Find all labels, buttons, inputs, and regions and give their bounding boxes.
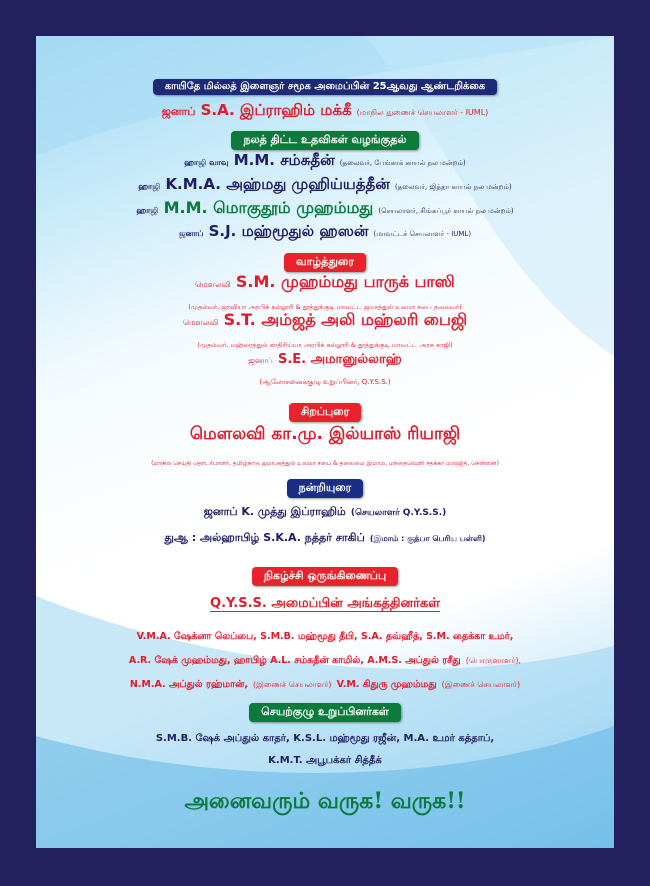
banner-row bbox=[36, 74, 614, 95]
thanks-role-1: (செயலாளர் Q.Y.S.S.) bbox=[350, 508, 447, 518]
coordination-heading-row bbox=[36, 564, 614, 586]
coordination-subheading-row bbox=[36, 592, 614, 612]
coordination-heading: நிகழ்ச்சி ஒருங்கிணைப்பு bbox=[252, 567, 398, 586]
invite-text: அனைவரும் வருக! வருக!! bbox=[184, 788, 466, 814]
thanks-role-2: (இமாம் : குத்பா பெரிய பள்ளி) bbox=[369, 534, 486, 543]
thanks-name-1: ஜனாப் K. முத்து இப்ராஹிம் bbox=[203, 505, 346, 518]
presider-name: S.A. இப்ராஹிம் மக்கீ bbox=[200, 101, 352, 119]
person-prefix: மௌலவி bbox=[195, 280, 231, 289]
welfare-person-1 bbox=[36, 150, 614, 171]
thanks-heading: நன்றியுரை bbox=[287, 479, 364, 498]
coordination-line-2-row bbox=[36, 648, 614, 667]
invitation-card bbox=[36, 36, 614, 848]
person-prefix: ஹாஜி bbox=[136, 206, 159, 215]
presider-role: (மாநில துணைச் செயலாளர் - IUML) bbox=[356, 108, 489, 117]
greeting-role-3 bbox=[36, 369, 614, 388]
committee-heading: செயற்குழு உறுப்பினர்கள் bbox=[249, 703, 401, 722]
special-role: (மாநில செய்தி தொடர்பாளர், தமிழ்நாடு ஜமாஅத்துல் உலமா சபை & தலைமை இமாம், மந்தைவெளி சதக்கா மஸ்ஜித், சென்னை) bbox=[151, 460, 499, 467]
person-role: (தலைவர், ஜித்தா காயல் நல மன்றம்) bbox=[394, 183, 512, 191]
committee-line-1-row bbox=[36, 726, 614, 745]
greetings-heading: வாழ்த்துரை bbox=[284, 253, 366, 272]
person-prefix: ஜனாப் bbox=[178, 229, 204, 238]
presider-prefix: ஜனாப் bbox=[161, 105, 196, 118]
person-name: M.M. சம்சுதீன் bbox=[233, 151, 335, 169]
coordination-member: N.M.A. அப்துல் ரஹ்மான், bbox=[129, 679, 248, 690]
person-role: (முதல்வர், மஹ்லரத்துல் காதிரிய்யா அரபிக் கல்லூரி & தூத்துக்குடி மாவட்ட அரசு காஜி) bbox=[197, 341, 453, 349]
person-role: (தலைவர், பேங்காக் காயல் நல மன்றம்) bbox=[339, 159, 466, 167]
thanks-line-1 bbox=[36, 500, 614, 520]
special-heading-row bbox=[36, 400, 614, 422]
special-name-row bbox=[36, 424, 614, 446]
greeting-person-3 bbox=[36, 348, 614, 368]
coordination-subheading: Q.Y.S.S. அமைப்பின் அங்கத்தினர்கள் bbox=[210, 596, 440, 611]
committee-line-1: S.M.B. ஷேக் அப்துல் காதர், K.S.L. மஹ்மூது ரஜீன், M.A. உமர் கத்தாப், bbox=[155, 733, 495, 744]
committee-line-2-row bbox=[36, 748, 614, 767]
welfare-heading-row bbox=[36, 128, 614, 150]
special-role-row bbox=[36, 450, 614, 469]
coordination-line-2-role: (பொருளாளர்), bbox=[465, 656, 522, 665]
person-name: M.M. மொகுதூம் முஹம்மது bbox=[163, 198, 374, 217]
person-name: S.E. அமானுல்லாஹ் bbox=[277, 352, 402, 367]
presider-line bbox=[36, 100, 614, 121]
welfare-heading: நலத் திட்ட உதவிகள் வழங்குதல் bbox=[231, 131, 418, 150]
person-role: (செயலாளர், சிங்கப்பூர் காயல் நல மன்றம்) bbox=[378, 207, 514, 215]
coordination-member: V.M. கிதுரு முஹம்மது bbox=[336, 679, 437, 690]
thanks-line-2 bbox=[36, 526, 614, 546]
person-prefix: ஹாஜி வாவு bbox=[184, 158, 229, 167]
committee-line-2: K.M.T. அபூபக்கர் சித்தீக் bbox=[268, 755, 382, 766]
greeting-person-1 bbox=[36, 272, 614, 293]
invite-row bbox=[36, 788, 614, 817]
coordination-member-role: (இணைச் செயலாளர்) bbox=[441, 680, 521, 689]
coordination-line-2: A.R. ஷேக் முஹம்மது, ஹாபிழ் A.L. சம்சுதீன் காமில், A.M.S. அப்துல் ரசீது bbox=[128, 655, 461, 666]
welfare-person-4 bbox=[36, 221, 614, 242]
committee-heading-row bbox=[36, 700, 614, 722]
person-name: K.M.A. அஹ்மது முஹிய்யத்தீன் bbox=[165, 175, 390, 193]
banner: காயிதே மில்லத் இளைஞர் சமூக அமைப்பின் 25ஆவது ஆண்டறிக்கை bbox=[153, 79, 497, 95]
person-role: (முதல்வர், ஜாவியா அரபிக் கல்லூரி & தூத்துக்குடி மாவட்ட ஜமாத்துல் உலமா சபை தலைவர்) bbox=[188, 303, 462, 311]
person-name: S.T. அம்ஜத் அலி மஹ்லரி பைஜி bbox=[223, 310, 468, 329]
coordination-member-role: (இணைச் செயலாளர்) bbox=[253, 680, 332, 689]
coordination-line-1: V.M.A. ஷேக்னா லெப்பை, S.M.B. மஹ்மூது தீபி, S.A. தவ்ஹீத், S.M. தைக்கா உமர், bbox=[136, 631, 514, 642]
coordination-line-3-row bbox=[36, 672, 614, 691]
greeting-person-2 bbox=[36, 310, 614, 331]
special-name: மௌலவி கா.மு. இல்யாஸ் ரியாஜி bbox=[189, 424, 461, 444]
person-role: (மாவட்டச் செயலாளர் - IUML) bbox=[373, 230, 472, 238]
person-name: S.M. முஹம்மது பாருக் பாஸி bbox=[235, 272, 455, 291]
thanks-name-2: துஆ : அல்ஹாபிழ் S.K.A. நத்தர் சாகிப் bbox=[164, 531, 365, 544]
person-name: S.J. மஹ்மூதுல் ஹஸன் bbox=[208, 222, 369, 240]
thanks-heading-row bbox=[36, 476, 614, 498]
special-heading: சிறப்புரை bbox=[289, 403, 362, 422]
coordination-line-1-row bbox=[36, 624, 614, 643]
person-prefix: ஹாஜி bbox=[138, 182, 161, 191]
welfare-person-3 bbox=[36, 198, 614, 219]
person-role: (ஆலோசனைக்குழு உறுப்பினர், Q.Y.S.S.) bbox=[259, 378, 391, 386]
greetings-heading-row bbox=[36, 250, 614, 272]
welfare-person-2 bbox=[36, 174, 614, 195]
person-prefix: மௌலவி bbox=[182, 318, 219, 327]
person-prefix: ஜனாப் bbox=[248, 356, 273, 365]
